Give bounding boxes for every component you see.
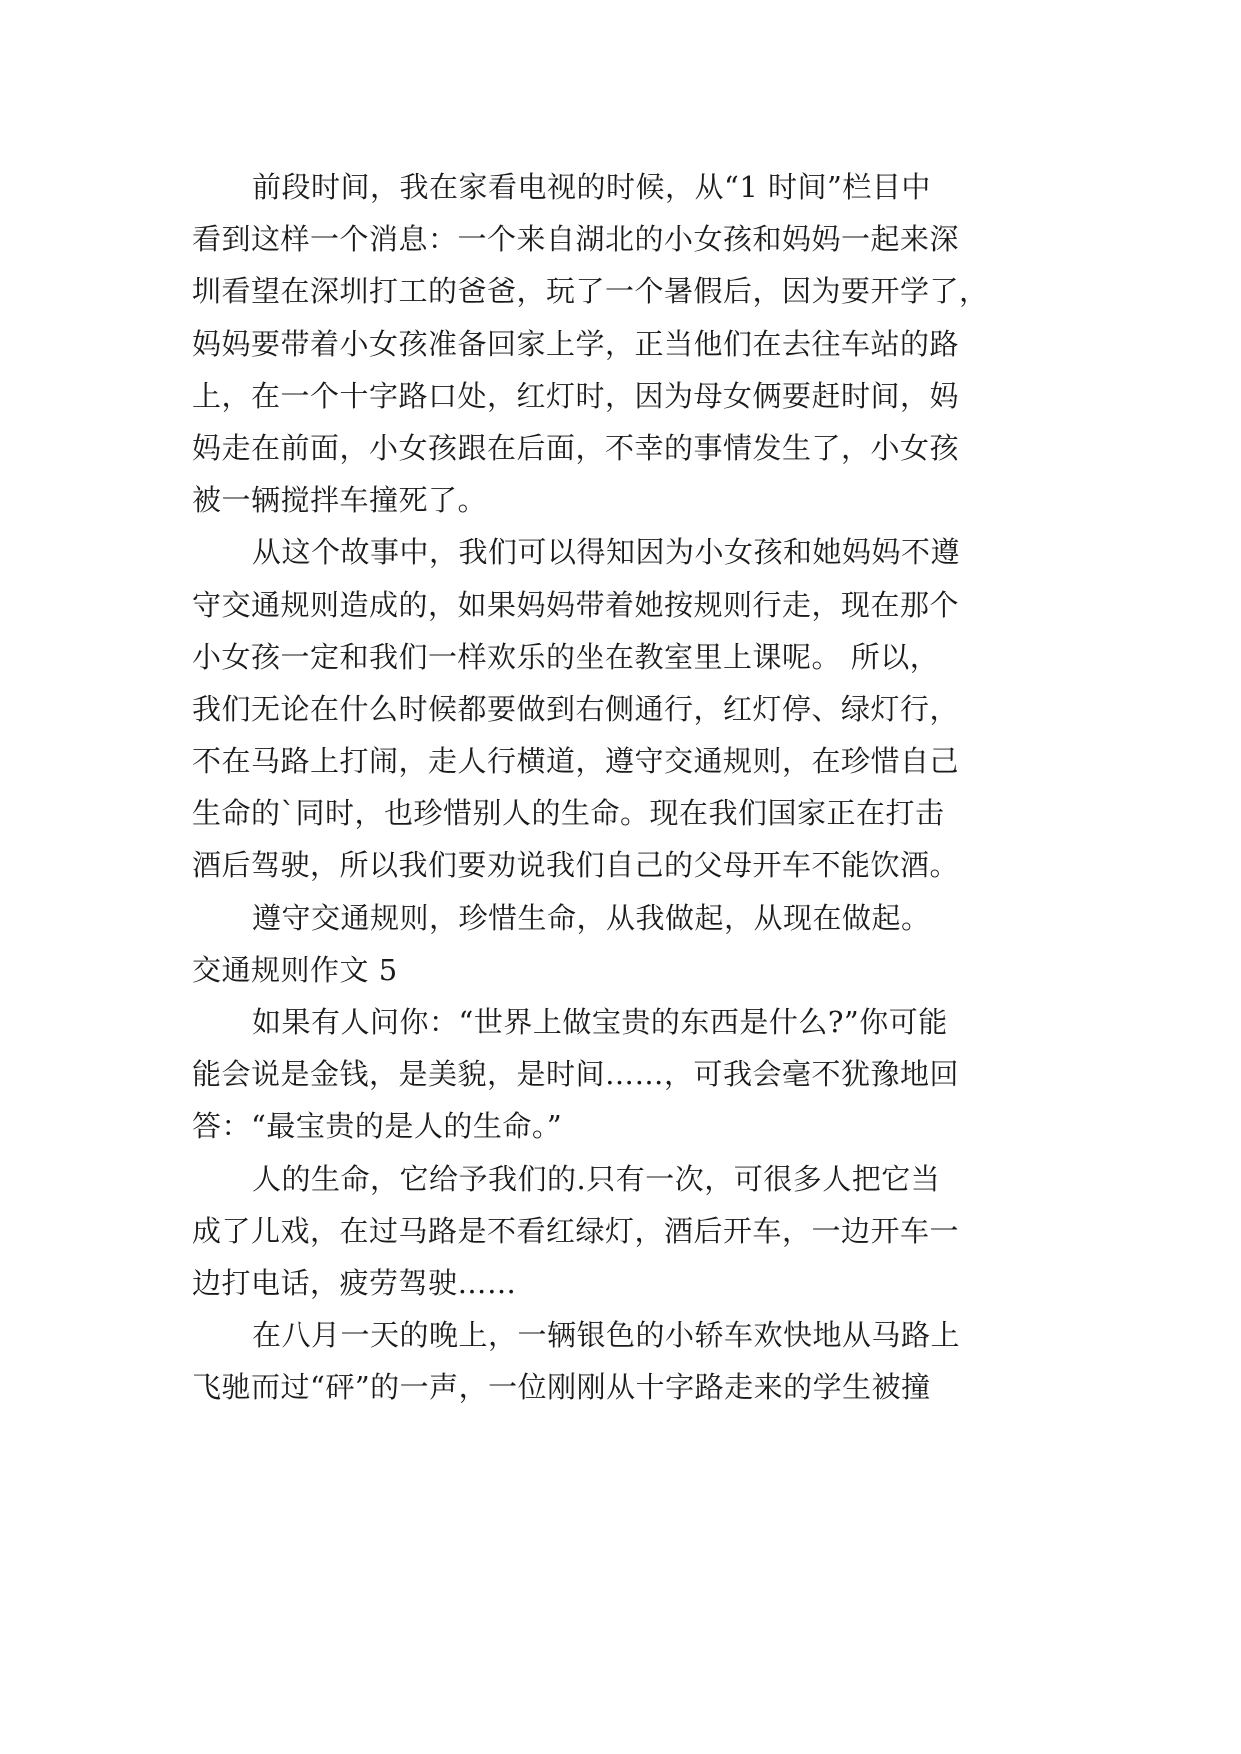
text-line: 能会说是金钱，是美貌，是时间……，可我会毫不犹豫地回: [192, 1057, 960, 1092]
text-line: 生命的`同时，也珍惜别人的生命。现在我们国家正在打击: [192, 796, 945, 831]
text-line: 我们无论在什么时候都要做到右侧通行，红灯停、绿灯行，: [192, 691, 960, 726]
text-line: 前段时间，我在家看电视的时候，从“1 时间”栏目中: [252, 170, 931, 204]
text-line: 上，在一个十字路口处，红灯时，因为母女俩要赶时间，妈: [192, 378, 960, 413]
text-line: 被一辆搅拌车撞死了。: [192, 483, 488, 518]
text-line: 成了儿戏，在过马路是不看红绿灯，酒后开车，一边开车一: [192, 1213, 960, 1248]
text-line: 酒后驾驶，所以我们要劝说我们自己的父母开车不能饮酒。: [192, 848, 960, 883]
text-line: 在八月一天的晚上，一辆银色的小轿车欢快地从马路上: [252, 1318, 961, 1353]
document-body: [192, 161, 1052, 1414]
text-line: 从这个故事中，我们可以得知因为小女孩和她妈妈不遵: [252, 535, 961, 570]
text-line: 妈走在前面，小女孩跟在后面，不幸的事情发生了，小女孩: [192, 430, 960, 465]
text-line: 妈妈要带着小女孩准备回家上学，正当他们在去往车站的路: [192, 326, 960, 361]
text-line: 答：“最宝贵的是人的生命。”: [192, 1109, 563, 1144]
text-line: 小女孩一定和我们一样欢乐的坐在教室里上课呢。 所以，: [192, 639, 940, 674]
text-line: 如果有人问你：“世界上做宝贵的东西是什么?”你可能: [252, 1005, 948, 1039]
text-line: 看到这样一个消息：一个来自湖北的小女孩和妈妈一起来深: [192, 222, 960, 257]
text-line: 人的生命，它给予我们的.只有一次，可很多人把它当: [252, 1161, 941, 1196]
text-line: 飞驰而过“砰”的一声，一位刚刚从十字路走来的学生被撞: [192, 1370, 931, 1405]
text-line: 边打电话，疲劳驾驶……: [192, 1265, 517, 1300]
section-heading: 交通规则作文 5: [192, 952, 398, 987]
text-line: 遵守交通规则，珍惜生命，从我做起，从现在做起。: [252, 900, 931, 935]
text-line: 圳看望在深圳打工的爸爸，玩了一个暑假后，因为要开学了，: [192, 274, 989, 309]
text-line: 守交通规则造成的，如果妈妈带着她按规则行走，现在那个: [192, 587, 960, 622]
text-line: 不在马路上打闹，走人行横道，遵守交通规则，在珍惜自己: [192, 744, 960, 779]
